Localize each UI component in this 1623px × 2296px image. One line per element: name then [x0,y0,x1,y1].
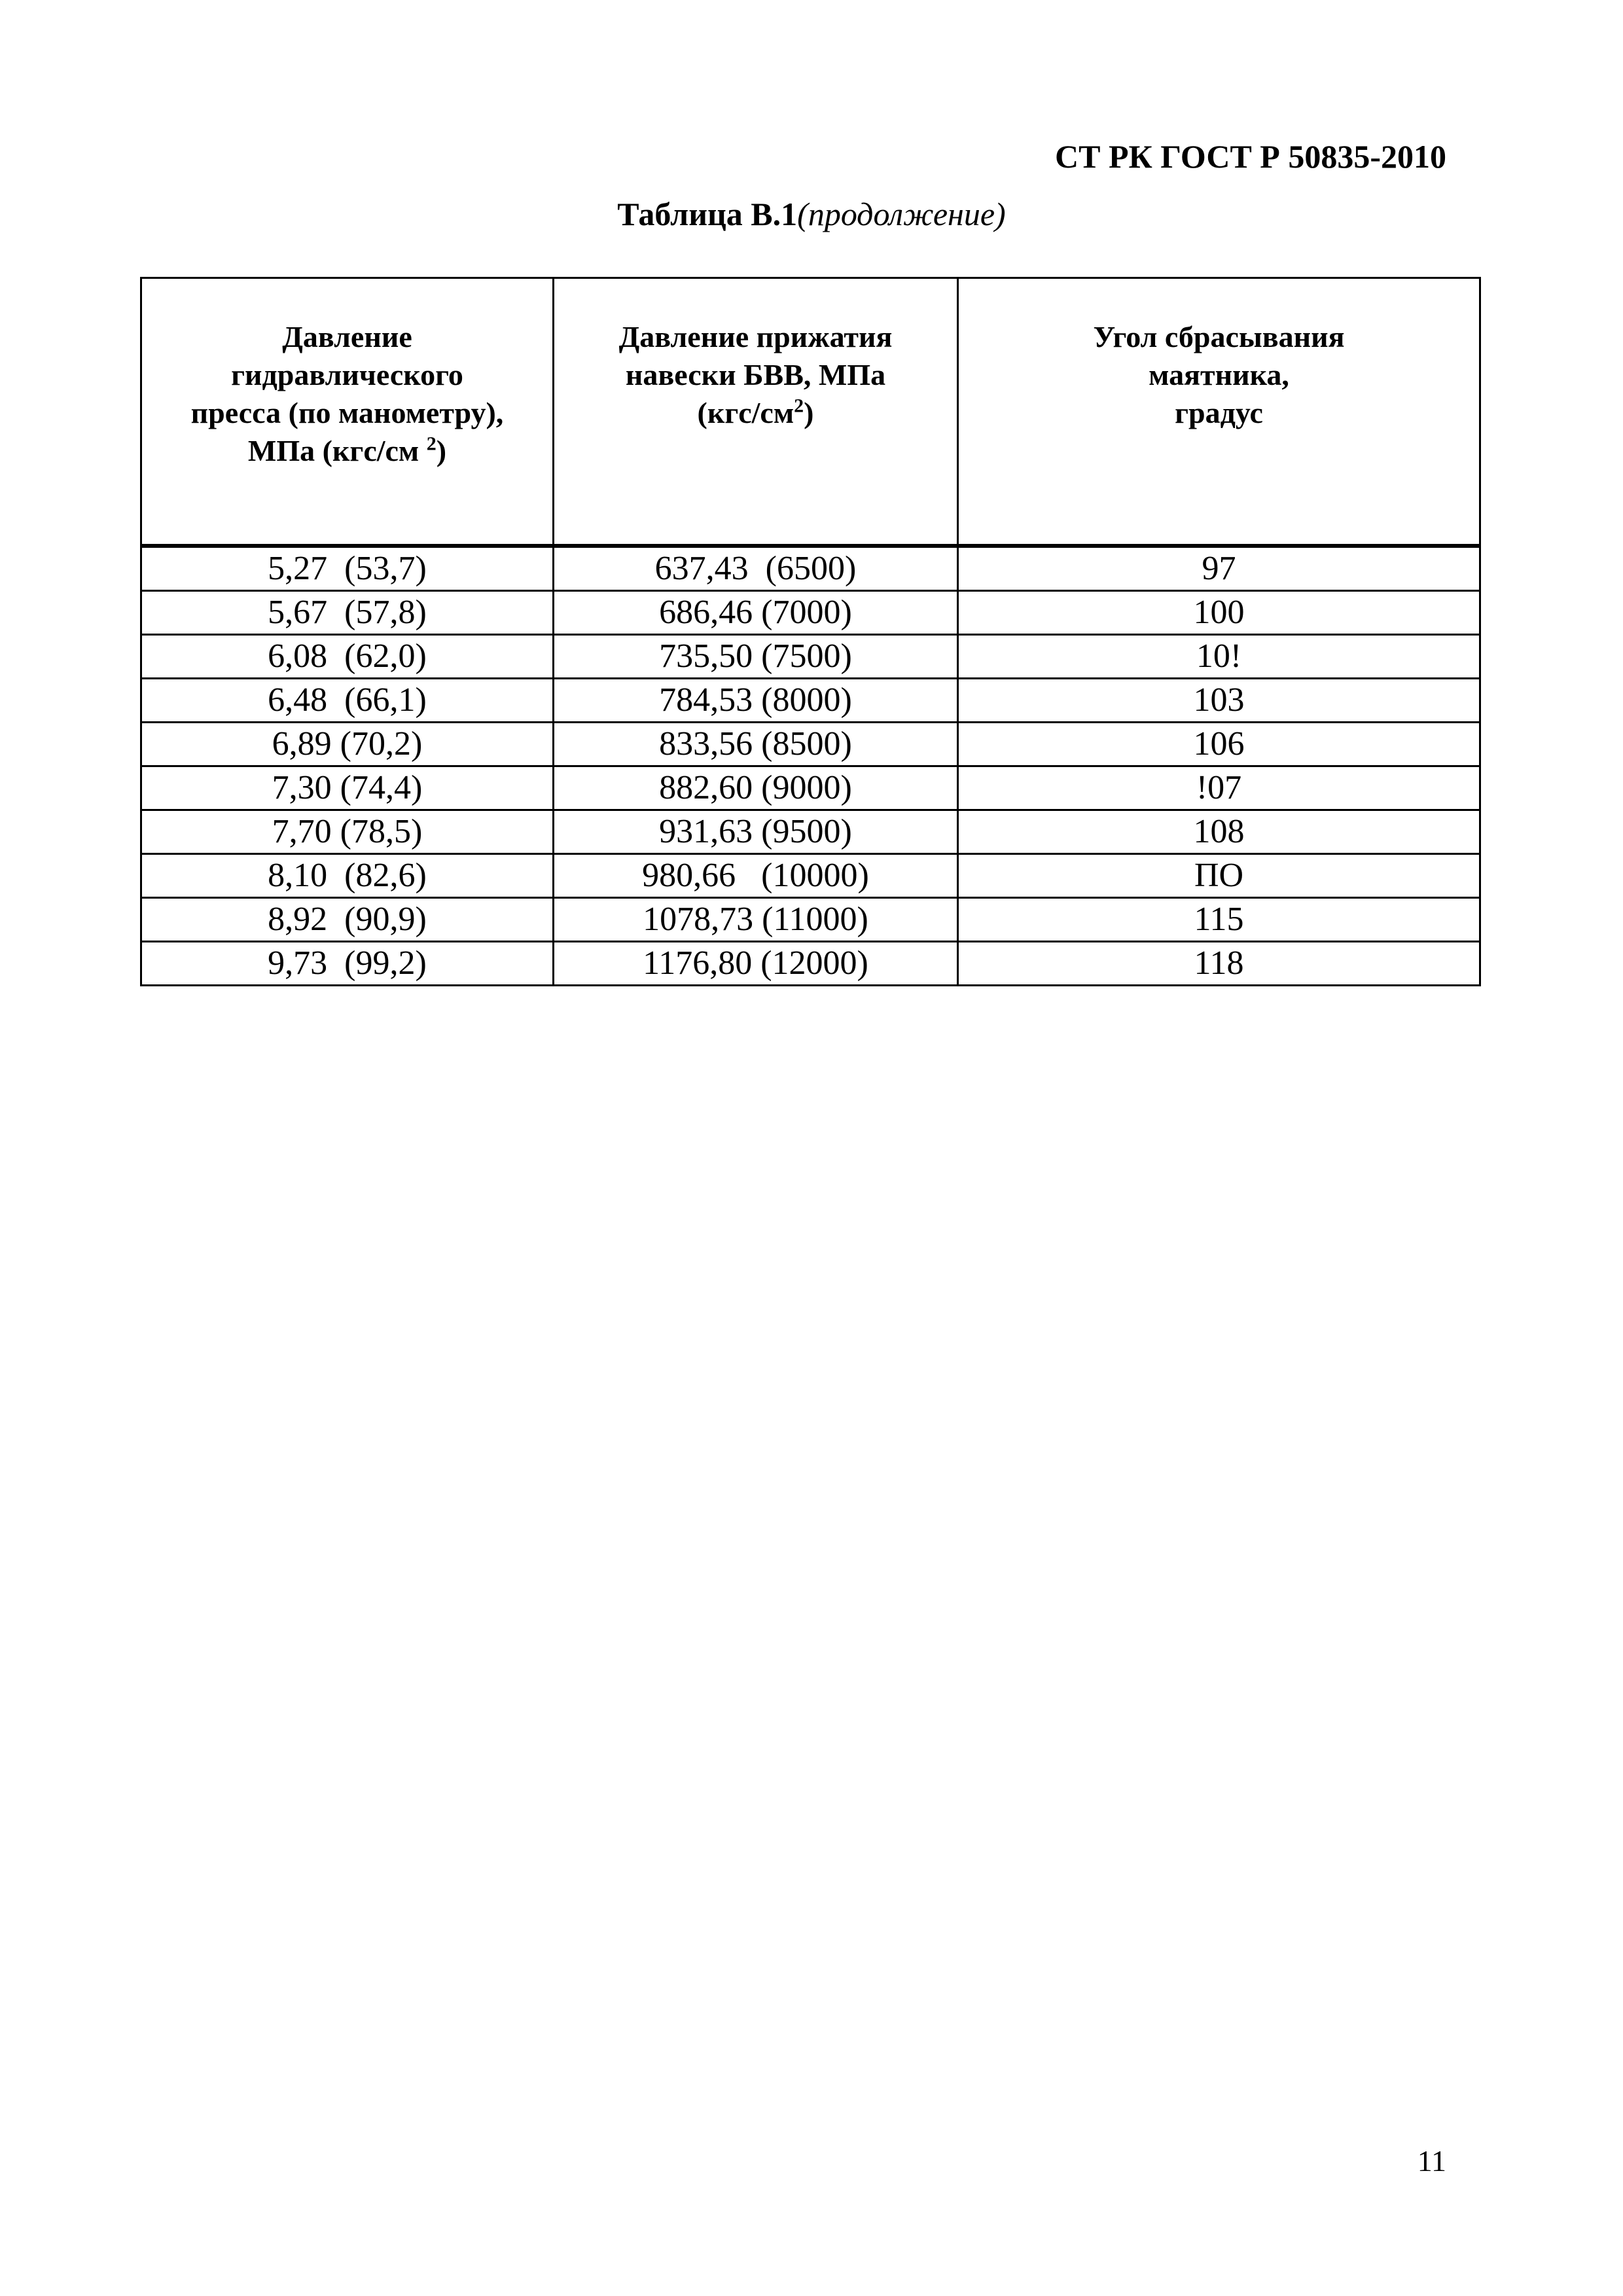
pendulum-angle-cell: 97 [958,546,1480,591]
press-pressure-cell: 7,70 (78,5) [141,810,554,854]
sample-pressure-cell: 1078,73 (11000) [554,898,958,942]
table-row [141,635,1480,679]
pendulum-angle-cell: 103 [958,679,1480,723]
press-pressure-cell: 7,30 (74,4) [141,766,554,810]
pendulum-angle-cell: 100 [958,591,1480,635]
header-text: ) [804,396,814,429]
sample-pressure-cell: 735,50 (7500) [554,635,958,679]
table-caption-continuation: (продолжение) [797,196,1006,232]
press-pressure-cell: 5,27 (53,7) [141,546,554,591]
table-row [141,898,1480,942]
document-code: СТ РК ГОСТ Р 50835-2010 [1055,138,1446,175]
column-header-press-pressure [141,278,554,547]
pendulum-angle-cell: 10! [958,635,1480,679]
pendulum-angle-cell: 106 [958,723,1480,766]
sample-pressure-cell: 833,56 (8500) [554,723,958,766]
table-row [141,942,1480,986]
header-line: Угол сбрасывания [1093,320,1345,353]
header-line: маятника, [1149,358,1289,391]
page-number: 11 [1417,2144,1446,2178]
column-header-pendulum-angle [958,278,1480,547]
pendulum-angle-cell: 118 [958,942,1480,986]
column-header-sample-pressure [554,278,958,547]
press-pressure-cell: 8,10 (82,6) [141,854,554,898]
pendulum-angle-cell: !07 [958,766,1480,810]
table-caption-title: Таблица В.1 [617,196,798,232]
press-pressure-cell: 5,67 (57,8) [141,591,554,635]
sample-pressure-cell: 980,66 (10000) [554,854,958,898]
table-row [141,679,1480,723]
superscript: 2 [794,395,804,417]
header-line [567,394,944,432]
header-line: градус [1175,396,1263,429]
header-text: МПа (кгс/см [247,434,427,467]
table-row [141,810,1480,854]
header-line: пресса (по манометру), [190,396,504,429]
table-header-row [141,278,1480,547]
sample-pressure-cell: 931,63 (9500) [554,810,958,854]
press-pressure-cell: 9,73 (99,2) [141,942,554,986]
header-line [155,432,539,470]
press-pressure-cell: 6,89 (70,2) [141,723,554,766]
press-pressure-cell: 6,08 (62,0) [141,635,554,679]
press-pressure-cell: 8,92 (90,9) [141,898,554,942]
sample-pressure-cell: 784,53 (8000) [554,679,958,723]
header-line: навески БВВ, МПа [625,358,886,391]
table-row [141,723,1480,766]
header-line: Давление прижатия [618,320,893,353]
table-row [141,546,1480,591]
header-line: гидравлического [231,358,463,391]
header-text: ) [436,434,447,467]
table-row [141,766,1480,810]
sample-pressure-cell: 686,46 (7000) [554,591,958,635]
sample-pressure-cell: 637,43 (6500) [554,546,958,591]
superscript: 2 [426,433,437,455]
pendulum-angle-cell: 108 [958,810,1480,854]
header-line: Давление [282,320,412,353]
pendulum-angle-cell: ПО [958,854,1480,898]
press-pressure-cell: 6,48 (66,1) [141,679,554,723]
table-row [141,854,1480,898]
sample-pressure-cell: 1176,80 (12000) [554,942,958,986]
pressure-table [140,277,1481,986]
table-caption [0,195,1623,233]
table-row [141,591,1480,635]
header-text: (кгс/см [697,396,794,429]
pendulum-angle-cell: 115 [958,898,1480,942]
sample-pressure-cell: 882,60 (9000) [554,766,958,810]
